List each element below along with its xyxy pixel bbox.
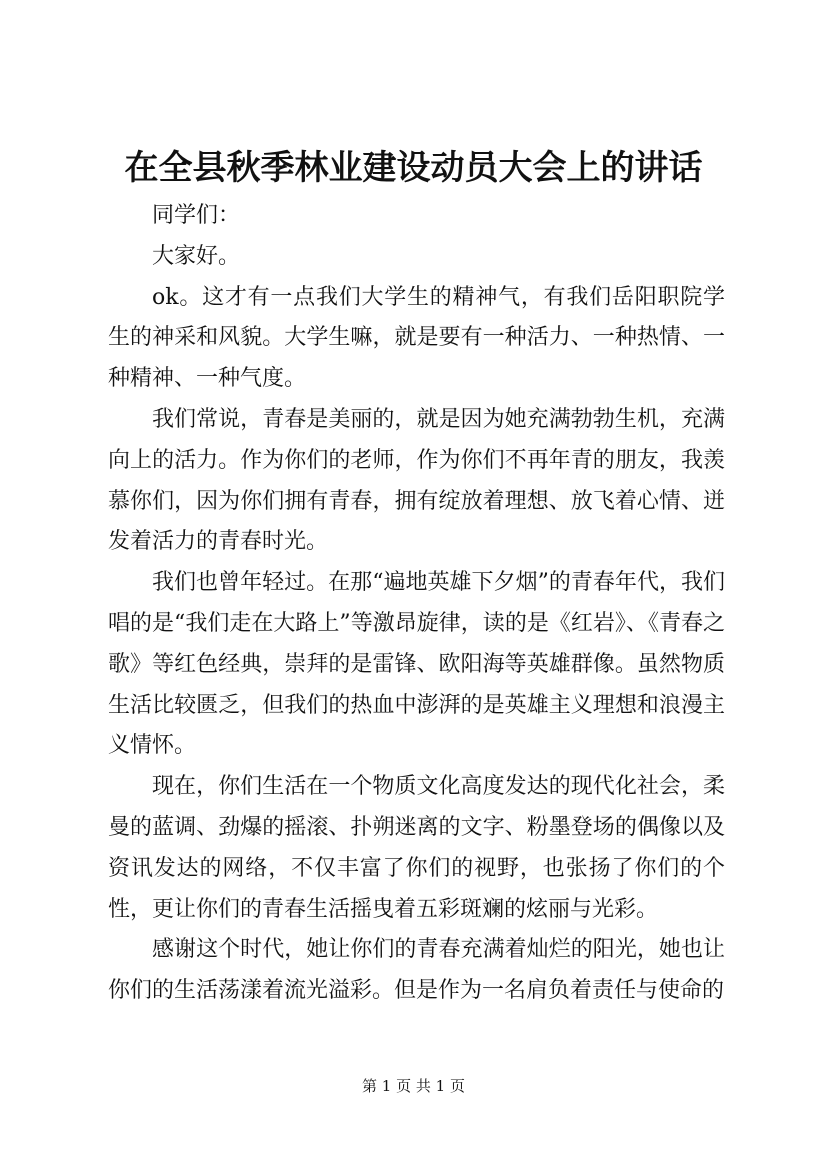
page-number-footer: 第 1 页 共 1 页 [362,1077,465,1095]
paragraph: 我们也曾年轻过。在那“遍地英雄下夕烟”的青春年代，我们唱的是“我们走在大路上”等激昂旋律，读的是《红岩》、《青春之歌》等红色经典，崇拜的是雷锋、欧阳海等英雄群像。虽然物质生活比较匮乏，但我们的热血中澎湃的是英雄主义理想和浪漫主义情怀。 [108,570,725,759]
paragraph: 现在，你们生活在一个物质文化高度发达的现代化社会，柔曼的蓝调、劲爆的摇滚、扑朔迷离的文字、粉墨登场的偶像以及资讯发达的网络，不仅丰富了你们的视野，也张扬了你们的个性，更让你们的青春生活摇曳着五彩斑斓的炫丽与光彩。 [108,774,725,922]
paragraph: 感谢这个时代，她让你们的青春充满着灿烂的阳光，她也让你们的生活荡漾着流光溢彩。但是作为一名肩负着责任与使命的 [108,937,725,1004]
paragraph: 我们常说，青春是美丽的，就是因为她充满勃勃生机，充满向上的活力。作为你们的老师，作为你们不再年青的朋友，我羡慕你们，因为你们拥有青春，拥有绽放着理想、放飞着心情、迸发着活力的青春时光。 [108,406,725,555]
greeting: 大家好。 [152,243,241,269]
document-title: 在全县秋季林业建设动员大会上的讲话 [124,148,703,188]
salutation: 同学们： [152,203,241,228]
document-body [108,196,725,1012]
paragraph: ok。这才有一点我们大学生的精神气，有我们岳阳职院学生的神采和风貌。大学生嘛，就是要有一种活力、一种热情、一种精神、一种气度。 [108,284,725,392]
